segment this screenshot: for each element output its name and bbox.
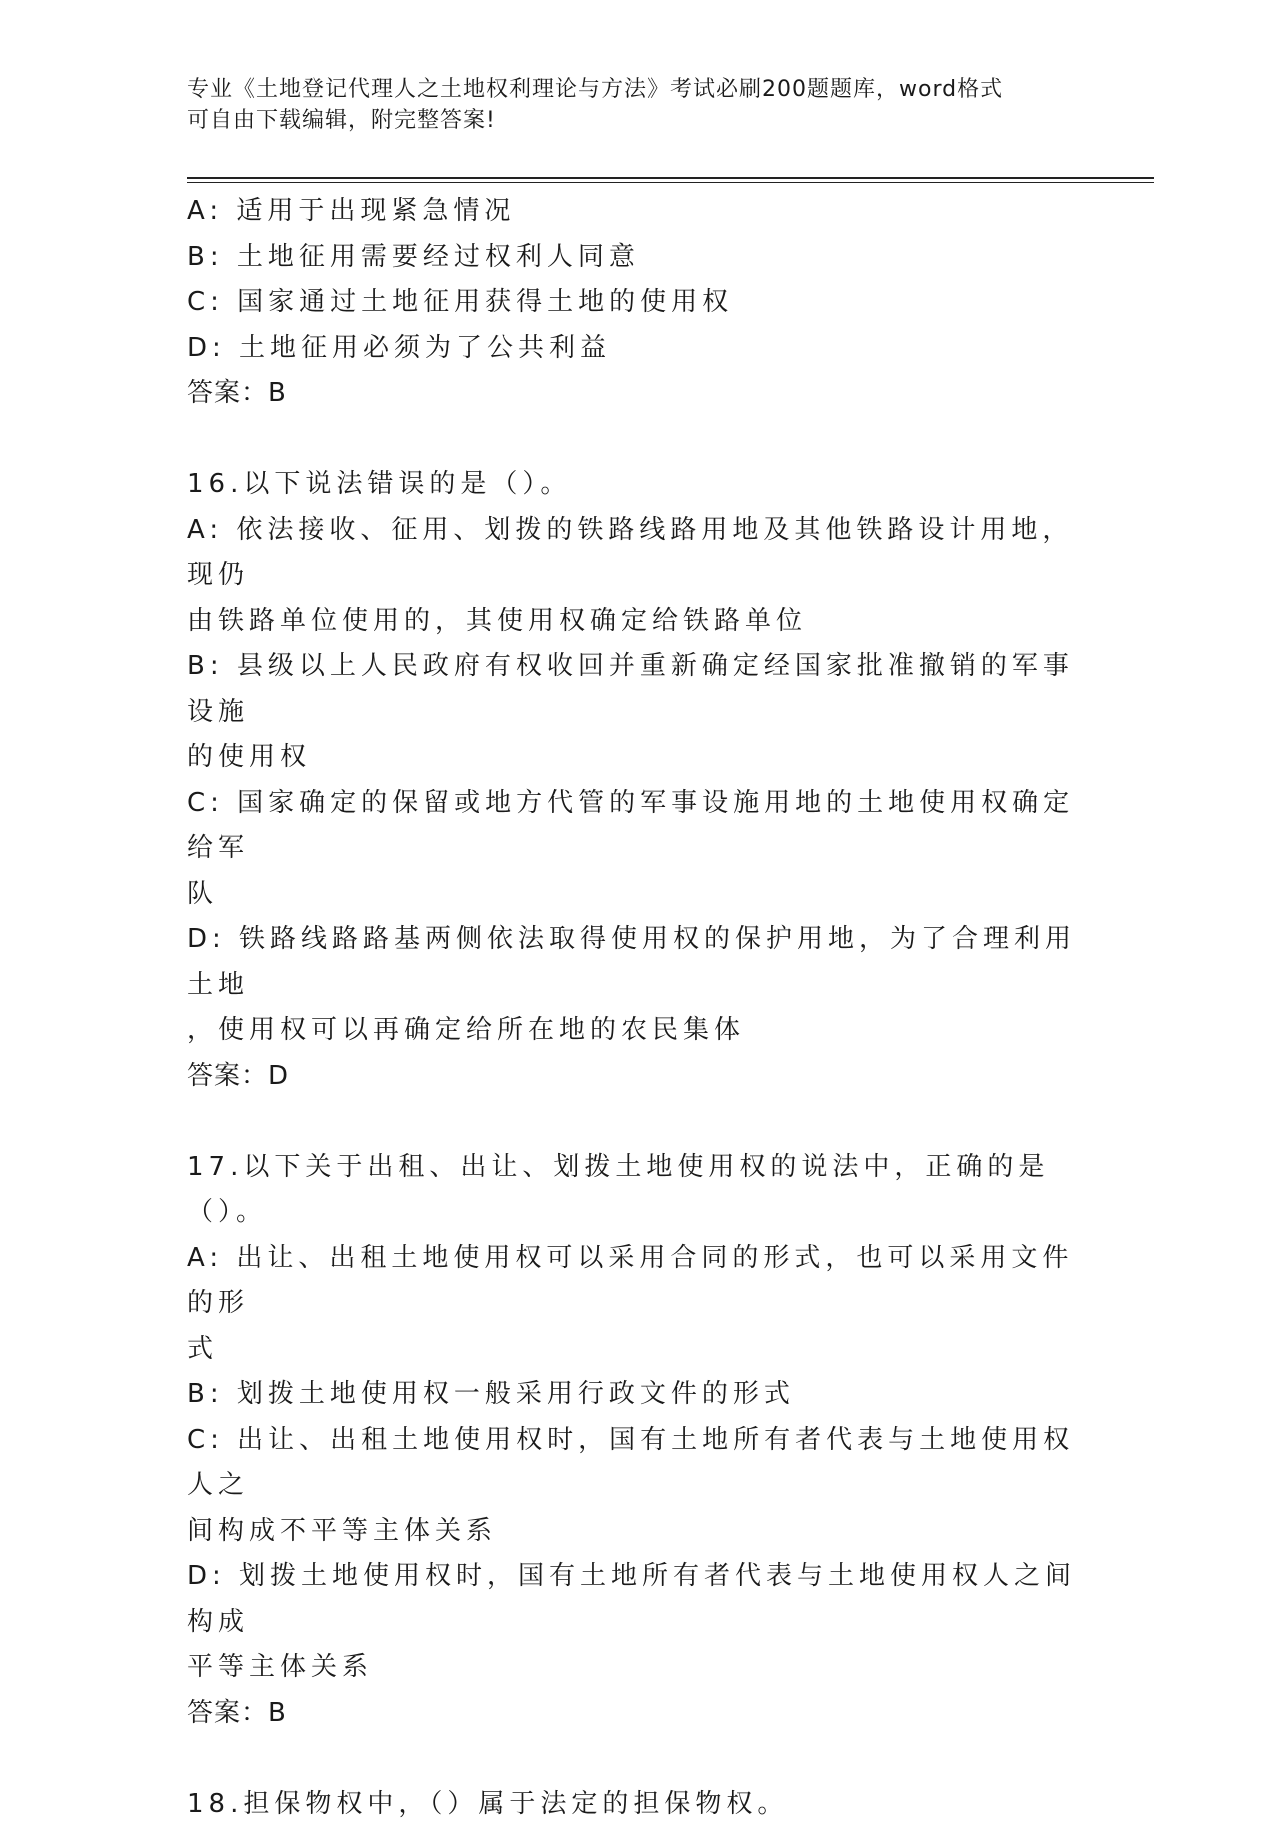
option-a: A: 适用于出现紧急情况 (187, 189, 1087, 235)
option-c-continued: 间构成不平等主体关系 (187, 1509, 1087, 1555)
option-b: B: 划拨土地使用权一般采用行政文件的形式 (187, 1372, 1087, 1418)
answer-line: 答案：B (187, 1691, 1087, 1737)
option-b-continued: 的使用权 (187, 735, 1087, 781)
question-16-block (187, 462, 1087, 1099)
option-d: D: 划拨土地使用权时，国有土地所有者代表与土地使用权人之间构成 (187, 1554, 1087, 1645)
option-d-continued: ，使用权可以再确定给所在地的农民集体 (187, 1008, 1087, 1054)
option-c: C: 国家通过土地征用获得土地的使用权 (187, 280, 1087, 326)
question-text: 16.以下说法错误的是（）。 (187, 462, 1087, 508)
header-divider-thin (187, 182, 1154, 183)
option-d-continued: 平等主体关系 (187, 1645, 1087, 1691)
document-body (187, 189, 1087, 1827)
question-18-block (187, 1782, 1087, 1827)
option-a-continued: 由铁路单位使用的，其使用权确定给铁路单位 (187, 599, 1087, 645)
question-text: 18.担保物权中，（）属于法定的担保物权。 (187, 1782, 1087, 1827)
option-b: B: 土地征用需要经过权利人同意 (187, 235, 1087, 281)
option-c: C: 国家确定的保留或地方代管的军事设施用地的土地使用权确定给军 (187, 781, 1087, 872)
answer-line: 答案：D (187, 1054, 1087, 1100)
option-b: B: 县级以上人民政府有权收回并重新确定经国家批准撤销的军事设施 (187, 644, 1087, 735)
answer-line: 答案：B (187, 371, 1087, 417)
option-d: D: 铁路线路路基两侧依法取得使用权的保护用地，为了合理利用土地 (187, 917, 1087, 1008)
question-17-block (187, 1145, 1087, 1737)
spacer (187, 1736, 1087, 1782)
spacer (187, 417, 1087, 463)
question-text: 17.以下关于出租、出让、划拨土地使用权的说法中，正确的是（）。 (187, 1145, 1087, 1236)
option-c: C: 出让、出租土地使用权时，国有土地所有者代表与土地使用权人之 (187, 1418, 1087, 1509)
spacer (187, 1099, 1087, 1145)
option-a: A: 出让、出租土地使用权可以采用合同的形式，也可以采用文件的形 (187, 1236, 1087, 1327)
header-divider-thick (187, 177, 1154, 179)
question-15-block (187, 189, 1087, 417)
header-line-1: 专业《土地登记代理人之土地权利理论与方法》考试必刷200题题库，word格式 (187, 74, 1087, 105)
option-d: D: 土地征用必须为了公共利益 (187, 326, 1087, 372)
document-header (187, 74, 1087, 136)
option-a-continued: 式 (187, 1327, 1087, 1373)
option-c-continued: 队 (187, 872, 1087, 918)
header-line-2: 可自由下载编辑，附完整答案! (187, 105, 1087, 136)
option-a: A: 依法接收、征用、划拨的铁路线路用地及其他铁路设计用地，现仍 (187, 508, 1087, 599)
